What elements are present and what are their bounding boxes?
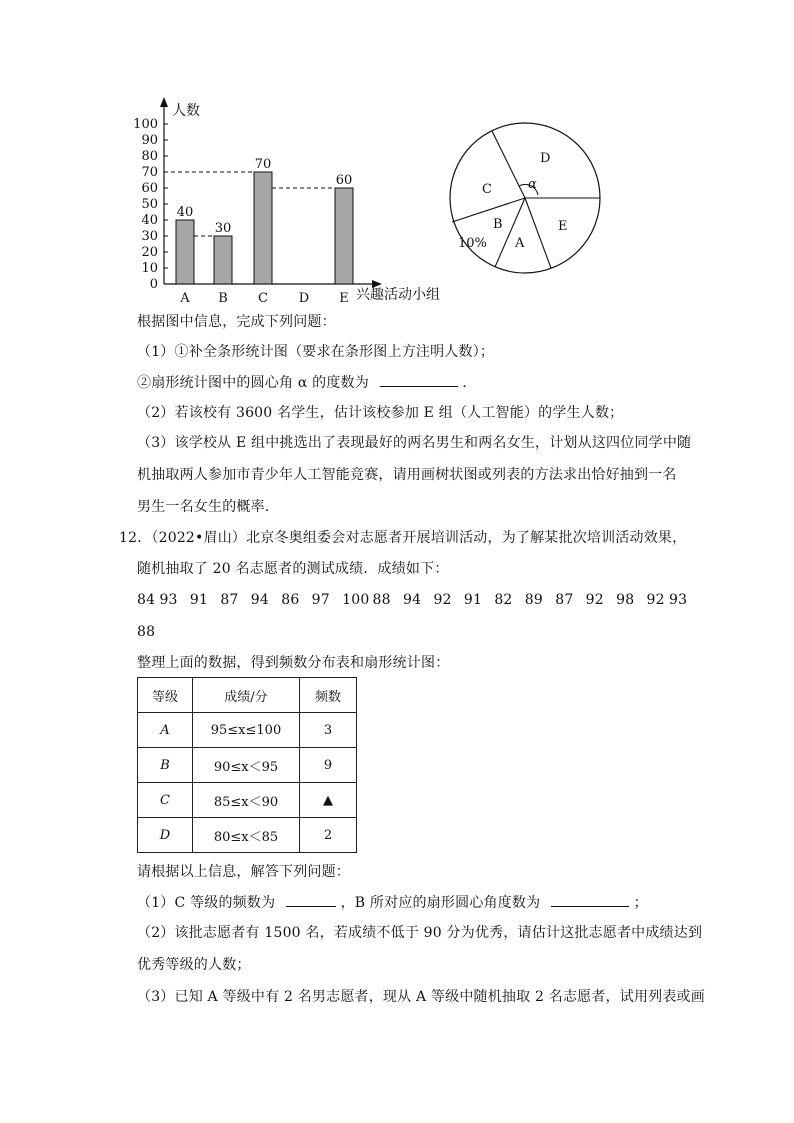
pie-label-e: E — [558, 219, 568, 234]
y-tick-label: 10 — [141, 261, 158, 276]
x-tick-label: E — [339, 291, 349, 306]
y-tick-label: 60 — [141, 181, 158, 196]
table-row — [138, 783, 357, 818]
b-angle-blank[interactable] — [551, 892, 629, 907]
q12-sub1-text-a: （1）C 等级的频数为 — [137, 895, 276, 911]
header-grade: 等级 — [138, 678, 193, 713]
score-value: 93 — [159, 592, 178, 608]
q12-sub3-line1: （3）已知 A 等级中有 2 名男志愿者，现从 A 等级中随机抽取 2 名志愿者，试用列表或画 — [137, 989, 705, 1005]
scores-row — [137, 590, 688, 610]
score-value: 92 — [585, 592, 604, 608]
frequency-table — [137, 677, 357, 853]
score-value: 87 — [220, 592, 239, 608]
score-value: 84 — [137, 592, 156, 608]
q12-sub1 — [137, 892, 648, 913]
y-tick-label: 20 — [141, 245, 158, 260]
header-frequency: 频数 — [300, 678, 357, 713]
grade-cell: B — [138, 748, 193, 783]
x-tick-label: B — [218, 291, 228, 306]
y-axis-title: 人数 — [172, 103, 200, 119]
bar-value-label: 30 — [214, 221, 232, 236]
x-tick-label: D — [298, 291, 310, 306]
score-value: 87 — [555, 592, 574, 608]
q12-sub2-line2: 优秀等级的人数； — [137, 957, 251, 973]
pie-chart — [440, 115, 610, 280]
q11-part3-line1: （3）该学校从 E 组中挑选出了表现最好的两名男生和两名女生，计划从这四位同学中随 — [137, 435, 692, 451]
frequency-cell-unknown: ▲ — [300, 783, 357, 818]
y-tick-label: 0 — [149, 277, 158, 292]
q11-part3-line2: 机抽取两人参加市青少年人工智能竞赛，请用画树状图或列表的方法求出恰好抽到一名 — [137, 467, 677, 483]
score-value: 98 — [616, 592, 635, 608]
q12-after-table: 请根据以上信息，解答下列问题： — [137, 864, 350, 880]
score-value: 92 — [433, 592, 452, 608]
q11-part3-line3: 男生一名女生的概率. — [137, 499, 270, 515]
pie-alpha-symbol: α — [528, 177, 537, 192]
score-range-cell: 90≤x＜95 — [193, 748, 300, 783]
c-frequency-blank[interactable] — [286, 892, 336, 907]
alpha-answer-blank[interactable] — [380, 372, 458, 387]
pie-label-d: D — [540, 151, 551, 166]
table-row — [138, 748, 357, 783]
frequency-cell: 9 — [300, 748, 357, 783]
table-header-row — [138, 678, 357, 713]
y-tick-label: 90 — [141, 133, 158, 148]
grade-cell: A — [138, 713, 193, 748]
q11-part1a: （1）①补全条形统计图（要求在条形图上方注明人数）； — [137, 344, 495, 360]
score-value: 100 — [342, 592, 370, 608]
score-value: 91 — [463, 592, 483, 608]
table-row — [138, 818, 357, 853]
q11-part2: （2）若该校有 3600 名学生，估计该校参加 E 组（人工智能）的学生人数； — [137, 405, 624, 421]
bar-value-label: 70 — [254, 157, 272, 172]
score-value: 82 — [494, 592, 513, 608]
score-last: 88 — [137, 624, 156, 640]
y-axis-arrow — [160, 97, 168, 107]
score-range-cell: 85≤x＜90 — [193, 783, 300, 818]
x-tick-label: C — [258, 291, 268, 306]
frequency-cell: 2 — [300, 818, 357, 853]
grade-cell: D — [138, 818, 193, 853]
q11-part1b — [137, 372, 467, 393]
q11-part1b-text: ②扇形统计图中的圆心角 α 的度数为 — [137, 375, 369, 391]
pie-b-percent: 10% — [458, 236, 487, 251]
pie-label-b: B — [493, 217, 503, 232]
y-tick-label: 70 — [141, 165, 158, 180]
score-range-cell: 95≤x≤100 — [193, 713, 300, 748]
bar-e — [335, 188, 353, 284]
bar-a — [176, 220, 194, 284]
y-tick-label: 100 — [133, 117, 158, 132]
score-value: 91 — [189, 592, 209, 608]
q12-sub1-text-c: ； — [633, 895, 648, 911]
score-range-cell: 80≤x＜85 — [193, 818, 300, 853]
header-score: 成绩/分 — [193, 678, 300, 713]
x-tick-label: A — [180, 291, 190, 306]
y-tick-label: 30 — [141, 229, 158, 244]
score-value: 86 — [281, 592, 300, 608]
frequency-cell: 3 — [300, 713, 357, 748]
q11-part1b-end: . — [462, 375, 467, 391]
score-value: 92 — [646, 592, 665, 608]
pie-label-c: C — [482, 182, 492, 197]
y-tick-label: 40 — [141, 213, 158, 228]
y-tick-label: 80 — [141, 149, 158, 164]
score-value: 93 — [669, 592, 688, 608]
y-tick-label: 50 — [141, 197, 158, 212]
q12-sub1-text-b: ，B 所对应的扇形圆心角度数为 — [340, 895, 541, 911]
score-value: 89 — [524, 592, 543, 608]
grade-cell: C — [138, 783, 193, 818]
x-axis-title: 兴趣活动小组 — [356, 287, 440, 303]
bar-chart — [130, 95, 450, 310]
q11-intro: 根据图中信息，完成下列问题： — [137, 314, 336, 330]
bar-c — [254, 172, 272, 284]
score-value: 97 — [311, 592, 330, 608]
bar-b — [214, 236, 232, 284]
bar-value-label: 40 — [176, 205, 194, 220]
table-row — [138, 713, 357, 748]
score-value: 94 — [403, 592, 422, 608]
q12-organize: 整理上面的数据，得到频数分布表和扇形统计图： — [137, 655, 450, 671]
score-value: 94 — [250, 592, 269, 608]
pie-label-a: A — [515, 236, 525, 251]
q12-sub2-line1: （2）该批志愿者有 1500 名，若成绩不低于 90 分为优秀，请估计这批志愿者中成绩达到 — [137, 925, 703, 941]
q12-line1: 12．（2022•眉山）北京冬奥组委会对志愿者开展培训活动，为了解某批次培训活动效果， — [119, 530, 687, 546]
score-value: 88 — [372, 592, 391, 608]
q12-line2: 随机抽取了 20 名志愿者的测试成绩．成绩如下： — [137, 561, 449, 577]
bar-value-label: 60 — [335, 173, 353, 188]
